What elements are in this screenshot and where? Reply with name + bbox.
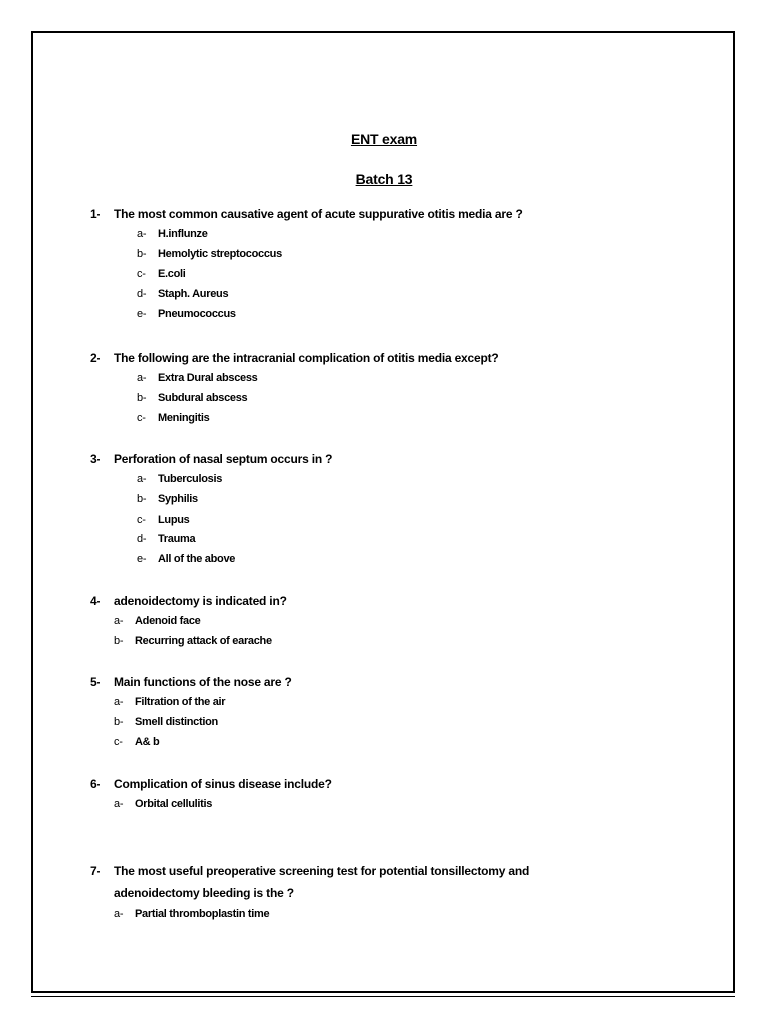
question-text: The most common causative agent of acute suppurative otitis media are ? [114, 207, 523, 221]
question-number: 2- [90, 351, 101, 365]
option-text: Smell distinction [135, 716, 218, 728]
option-letter: c- [114, 736, 123, 748]
option-text: All of the above [158, 553, 236, 565]
option-letter: e- [137, 553, 147, 565]
option-letter: b- [137, 248, 147, 260]
option-text: Recurring attack of earache [135, 635, 272, 647]
document-subtitle: Batch 13 [355, 171, 413, 187]
option-text: A& b [135, 736, 160, 748]
option-text: E.coli [158, 268, 186, 280]
option-text: Syphilis [158, 493, 198, 505]
option-text: Tuberculosis [158, 473, 223, 485]
option-letter: a- [114, 615, 124, 627]
option-letter: c- [137, 412, 146, 424]
question-number: 7- [90, 864, 101, 878]
option-letter: b- [137, 493, 147, 505]
question-text: Complication of sinus disease include? [114, 777, 332, 791]
question-number: 6- [90, 777, 101, 791]
option-letter: d- [137, 288, 147, 300]
option-letter: b- [114, 635, 124, 647]
question-text: The following are the intracranial complication of otitis media except? [114, 351, 499, 365]
question-number: 1- [90, 207, 101, 221]
question-number: 5- [90, 675, 101, 689]
option-letter: c- [137, 514, 146, 526]
question-text-continued: adenoidectomy bleeding is the ? [114, 886, 294, 900]
option-text: Lupus [158, 514, 190, 526]
option-text: Meningitis [158, 412, 210, 424]
option-letter: b- [114, 716, 124, 728]
question-number: 4- [90, 594, 101, 608]
option-letter: c- [137, 268, 146, 280]
option-text: Partial thromboplastin time [135, 908, 270, 920]
option-text: H.influnze [158, 228, 208, 240]
option-text: Trauma [158, 533, 196, 545]
option-letter: e- [137, 308, 147, 320]
document-title: ENT exam [350, 131, 418, 147]
question-text: Perforation of nasal septum occurs in ? [114, 452, 333, 466]
option-text: Adenoid face [135, 615, 201, 627]
option-text: Hemolytic streptococcus [158, 248, 282, 260]
question-text: adenoidectomy is indicated in? [114, 594, 287, 608]
option-letter: d- [137, 533, 147, 545]
option-text: Filtration of the air [135, 696, 226, 708]
option-letter: a- [114, 908, 124, 920]
option-text: Orbital cellulitis [135, 798, 213, 810]
option-letter: b- [137, 392, 147, 404]
option-text: Staph. Aureus [158, 288, 229, 300]
option-letter: a- [137, 372, 147, 384]
option-text: Pneumococcus [158, 308, 236, 320]
option-letter: a- [137, 473, 147, 485]
option-text: Subdural abscess [158, 392, 248, 404]
question-text: The most useful preoperative screening test for potential tonsillectomy and [114, 864, 530, 878]
option-text: Extra Dural abscess [158, 372, 258, 384]
question-text: Main functions of the nose are ? [114, 675, 292, 689]
option-letter: a- [137, 228, 147, 240]
option-letter: a- [114, 696, 124, 708]
option-letter: a- [114, 798, 124, 810]
question-number: 3- [90, 452, 101, 466]
